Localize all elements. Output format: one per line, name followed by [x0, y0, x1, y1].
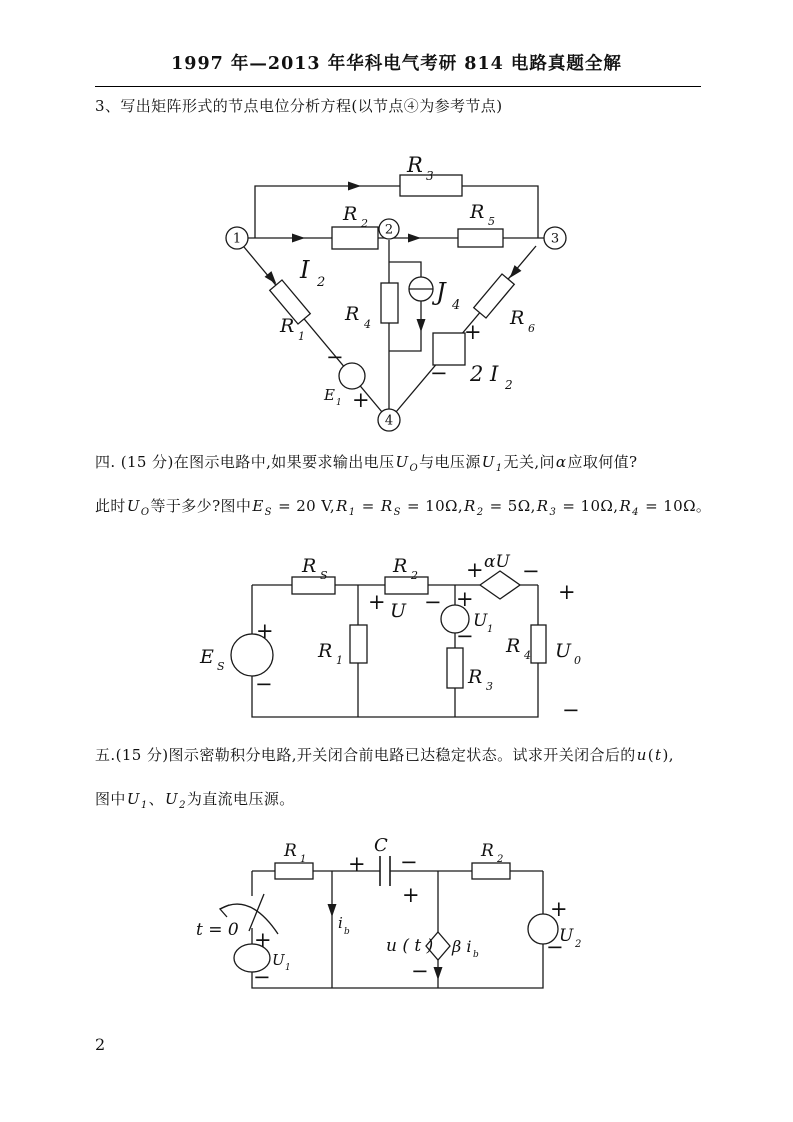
- u1-minus-sign: −: [456, 624, 474, 648]
- alpha-u-plus-sign: +: [466, 558, 484, 582]
- resistor-r2: [332, 227, 378, 249]
- label-r1: [283, 841, 306, 865]
- label-ib: [338, 914, 350, 937]
- svg-text:R: R: [506, 635, 521, 657]
- label-u1: [272, 951, 291, 973]
- controlled-source-alpha-u: [480, 571, 520, 599]
- svg-text:R: R: [280, 315, 295, 337]
- svg-text:R: R: [470, 201, 485, 223]
- svg-text:S: S: [217, 660, 225, 673]
- resistor-r3: [447, 648, 463, 688]
- label-es: [199, 646, 225, 673]
- resistor-r2: [385, 577, 428, 594]
- c-minus-sign: −: [400, 850, 418, 874]
- label-r6: [509, 307, 535, 335]
- circuit-3-diagram: [190, 828, 610, 1000]
- dep-plus-sign: +: [464, 320, 482, 344]
- resistor-r1: [350, 625, 367, 663]
- circuit-2-diagram: [190, 545, 600, 740]
- question-5-line-1: 五.(15 分)图示密勒积分电路,开关闭合前电路已达稳定状态。试求开关闭合后的u(t),: [95, 746, 674, 764]
- alpha-u-minus-sign: −: [522, 559, 540, 583]
- label-t0: t = 0: [196, 920, 239, 940]
- label-u: U: [390, 600, 407, 622]
- svg-text:R: R: [318, 640, 333, 662]
- label-c: C: [374, 835, 388, 856]
- svg-text:2: 2: [411, 569, 418, 582]
- label-r1: [317, 640, 343, 667]
- label-alpha-u: αU: [484, 552, 510, 572]
- u-minus-sign: −: [424, 590, 442, 614]
- u2-plus-sign: +: [550, 897, 568, 921]
- ib-current-arrow: [328, 904, 337, 917]
- svg-text:R: R: [510, 307, 525, 329]
- svg-text:S: S: [320, 569, 328, 582]
- svg-text:1: 1: [300, 854, 307, 865]
- svg-text:U: U: [272, 951, 285, 969]
- resistor-r1: [275, 863, 313, 879]
- page-number: 2: [95, 1035, 106, 1054]
- svg-text:1: 1: [487, 624, 494, 635]
- label-beta-ib: [451, 937, 479, 960]
- svg-text:1: 1: [285, 963, 291, 973]
- svg-text:U: U: [559, 926, 574, 946]
- svg-text:b: b: [344, 927, 350, 937]
- resistor-rs: [292, 577, 335, 594]
- label-ut: u ( t ): [386, 936, 434, 956]
- label-u0: [555, 640, 581, 667]
- label-i2: [299, 256, 325, 290]
- resistor-r4: [531, 625, 546, 663]
- circuit-3-wires: [252, 871, 543, 988]
- label-r5: [469, 201, 495, 228]
- question-5-line-2: 图中$U_1$、$U_2$为直流电压源。: [95, 790, 295, 811]
- header-rule: [95, 86, 701, 87]
- node-2: [379, 219, 399, 239]
- svg-text:2: 2: [575, 939, 582, 950]
- svg-text:1: 1: [298, 330, 305, 343]
- svg-text:2: 2: [384, 222, 394, 238]
- svg-text:1: 1: [336, 654, 343, 667]
- e1-plus-sign: +: [352, 388, 370, 412]
- resistor-r2: [472, 863, 510, 879]
- question-4-line-2: 此时$U_O$等于多少?图中$E_S = 20$ $V,R_1 = R_S = 10\Omega,R_2 = 5\Omega,R_3 = 10\Omega,R_4 = 10\Omega$。: [95, 497, 712, 518]
- svg-text:4: 4: [364, 318, 371, 331]
- svg-text:0: 0: [574, 654, 581, 667]
- svg-text:2: 2: [505, 378, 513, 392]
- node-1: [226, 227, 248, 249]
- dep-minus-sign: −: [430, 361, 448, 385]
- u1-minus-sign: −: [253, 965, 271, 989]
- capacitor-c: [380, 856, 390, 886]
- svg-text:R: R: [345, 303, 360, 325]
- label-r2: [480, 841, 503, 865]
- u0-plus-sign: +: [558, 580, 576, 604]
- svg-text:4: 4: [384, 413, 394, 429]
- node-4: [378, 409, 400, 431]
- svg-text:I: I: [300, 256, 310, 284]
- label-u1: [473, 611, 493, 635]
- u-plus-sign: +: [368, 590, 386, 614]
- e1-minus-sign: −: [326, 345, 344, 369]
- question-3-heading: 3、写出矩阵形式的节点电位分析方程(以节点④为参考节点): [95, 97, 503, 115]
- svg-text:R: R: [468, 666, 483, 688]
- current-arrow: [408, 234, 421, 243]
- svg-text:R: R: [343, 203, 358, 225]
- label-2i2: [469, 362, 513, 392]
- svg-text:R: R: [393, 555, 408, 577]
- svg-text:U: U: [555, 640, 572, 662]
- svg-text:i: i: [338, 914, 343, 932]
- question-4-line-1: 四. (15 分)在图示电路中,如果要求输出电压$U_O$与电压源$U_1$无关,问α应取何值?: [95, 453, 638, 474]
- svg-text:J: J: [436, 278, 446, 306]
- svg-text:b: b: [473, 950, 479, 960]
- beta-ib-minus-sign: −: [411, 959, 429, 983]
- u0-minus-sign: −: [562, 698, 580, 722]
- current-arrow: [292, 234, 305, 243]
- svg-text:R: R: [481, 841, 494, 861]
- es-minus-sign: −: [255, 672, 273, 696]
- label-r4: [344, 303, 371, 331]
- current-source-j4: [409, 277, 433, 301]
- svg-text:2: 2: [317, 275, 326, 290]
- svg-text:3: 3: [426, 169, 434, 183]
- resistor-r6: [474, 274, 515, 318]
- beta-ib-current-arrow: [434, 967, 443, 980]
- svg-text:1: 1: [336, 398, 342, 408]
- svg-text:6: 6: [528, 322, 535, 335]
- label-r4: [505, 635, 531, 662]
- svg-text:2 I: 2 I: [470, 362, 499, 386]
- svg-text:R: R: [284, 841, 297, 861]
- svg-text:3: 3: [486, 680, 493, 693]
- resistor-r5: [458, 229, 503, 247]
- current-arrow: [417, 319, 426, 332]
- circuit-1-diagram: [180, 138, 610, 450]
- svg-text:4: 4: [452, 298, 461, 313]
- label-j4: [431, 278, 460, 313]
- c-plus-sign: +: [348, 852, 366, 876]
- svg-text:E: E: [324, 386, 335, 404]
- svg-text:R: R: [302, 555, 317, 577]
- ut-plus-sign: +: [402, 883, 420, 907]
- node-3: [544, 227, 566, 249]
- label-r3: [467, 666, 493, 693]
- current-arrow: [348, 182, 361, 191]
- svg-text:5: 5: [488, 215, 495, 228]
- svg-text:1: 1: [232, 231, 242, 247]
- u2-minus-sign: −: [546, 935, 564, 959]
- svg-text:E: E: [200, 646, 214, 668]
- page-title: 1997 年—2013 年华科电气考研 814 电路真题全解: [171, 54, 622, 74]
- svg-text:U: U: [473, 611, 488, 631]
- label-r2: [342, 203, 368, 230]
- svg-text:4: 4: [524, 649, 531, 662]
- u1-plus-sign: +: [456, 587, 474, 611]
- label-e1: [323, 386, 342, 408]
- svg-text:R: R: [407, 153, 423, 177]
- svg-text:β i: β i: [452, 937, 472, 956]
- svg-text:2: 2: [497, 854, 504, 865]
- u1-plus-sign: +: [254, 928, 272, 952]
- svg-text:3: 3: [550, 231, 560, 247]
- resistor-r4: [381, 283, 398, 323]
- svg-text:2: 2: [361, 217, 368, 230]
- es-plus-sign: +: [256, 619, 274, 643]
